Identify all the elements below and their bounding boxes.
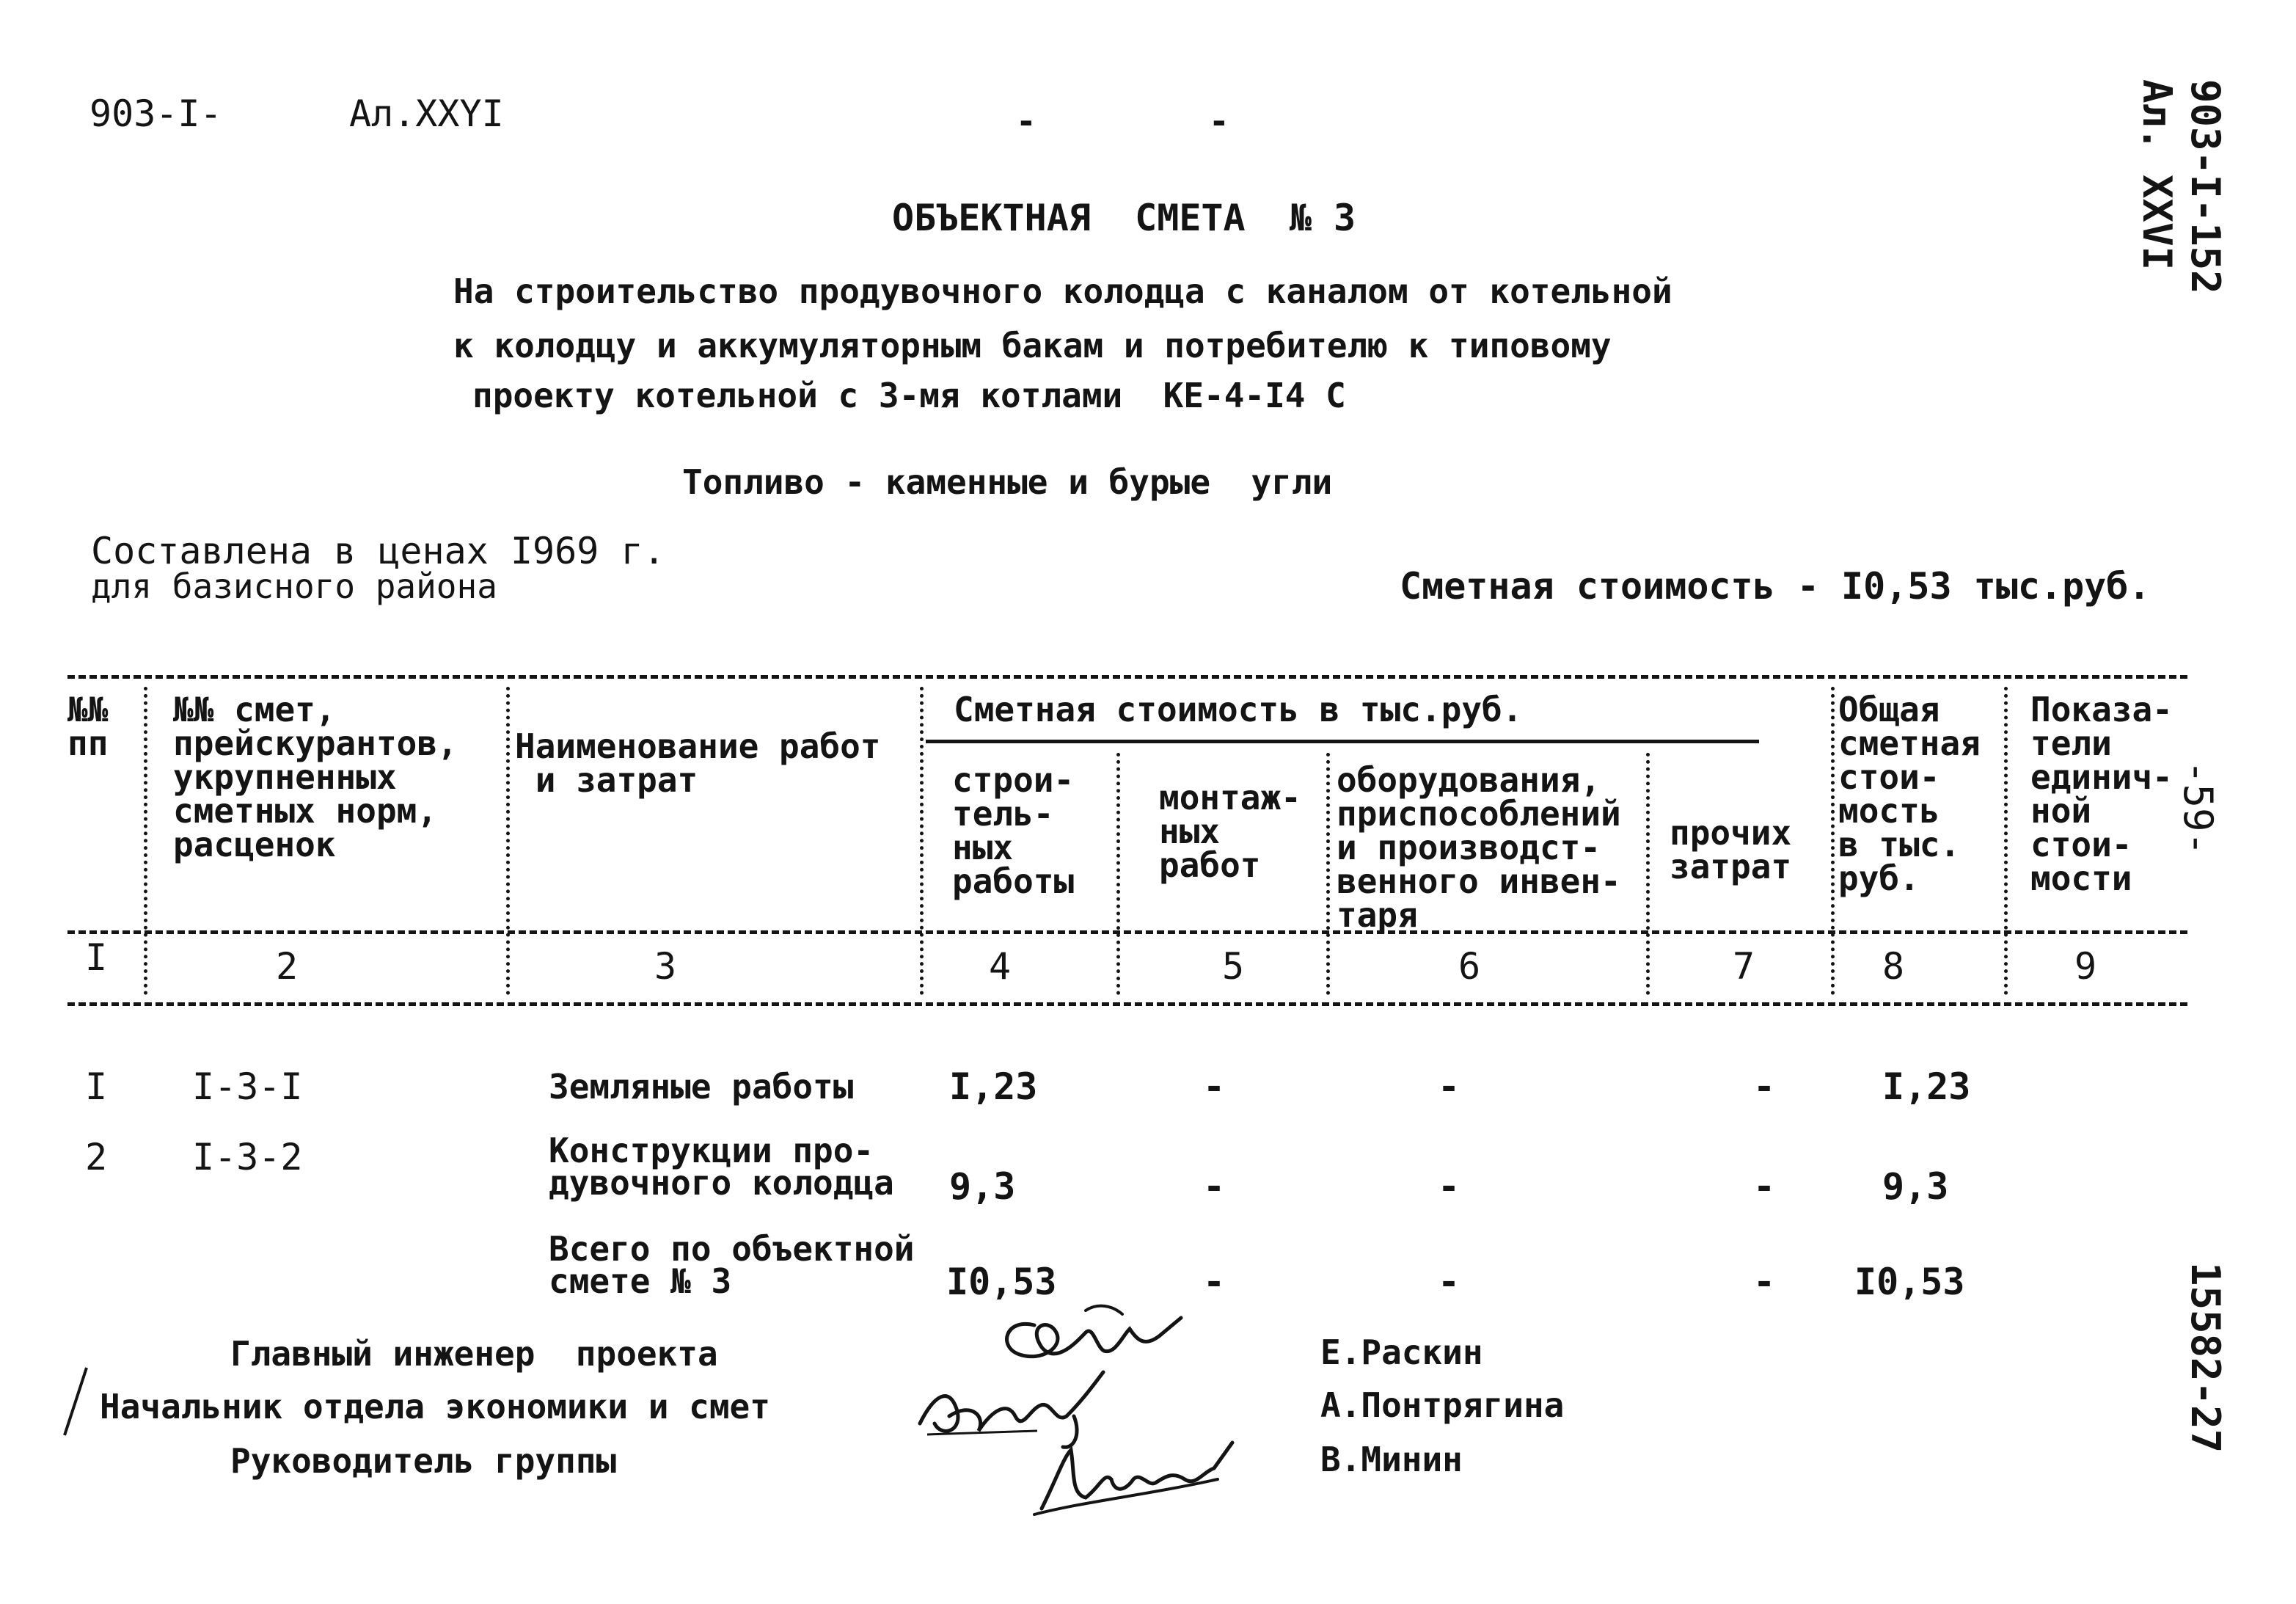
header-equipment: оборудования, приспособлений и производст- венного инвен- таря xyxy=(1337,760,1621,935)
column-separator xyxy=(1831,687,1835,995)
column-number: 2 xyxy=(276,945,299,988)
margin-stamp-album: Ал. XXVI xyxy=(2134,79,2180,271)
header-other: прочих затрат xyxy=(1670,813,1792,886)
title-line-1: На строительство продувочного колодца с каналом от котельной xyxy=(453,271,1672,311)
document-heading: ОБЪЕКТНАЯ СМЕТА № 3 xyxy=(892,197,1356,239)
doc-code: 903-I- xyxy=(89,92,222,135)
header-total: Общая сметная стои- мость в тыс. руб. xyxy=(1838,690,1981,898)
column-separator xyxy=(1326,753,1330,995)
title-line-3: проекту котельной с 3-мя котлами КЕ-4-I4 С xyxy=(472,376,1346,415)
table-cell-total: I,23 xyxy=(1882,1065,1971,1108)
margin-stamp-code: 903-I-152 xyxy=(2182,79,2229,294)
group-header-rule xyxy=(926,740,1759,743)
handwritten-signature-3 xyxy=(1020,1428,1254,1523)
prices-note-line-2: для базисного района xyxy=(91,566,497,606)
table-top-rule xyxy=(67,675,2187,679)
column-number: 6 xyxy=(1458,945,1481,988)
margin-slash-mark xyxy=(57,1362,94,1443)
title-line-2: к колодцу и аккумуляторным бакам и потребителю к типовому xyxy=(453,326,1612,365)
table-cell-total: 9,3 xyxy=(1882,1165,1949,1208)
table-row-number: I xyxy=(85,1065,108,1108)
column-separator xyxy=(506,687,510,995)
column-number: 3 xyxy=(654,945,677,988)
table-cell-equipment: - xyxy=(1438,1065,1460,1108)
column-number: 8 xyxy=(1882,945,1905,988)
header-estimate-refs: №№ смет, прейскурантов, укрупненных сметных норм, расценок xyxy=(173,690,458,864)
header-work-name: Наименование работ и затрат xyxy=(515,726,881,800)
estimate-cost: Сметная стоимость - I0,53 тыс.руб. xyxy=(1400,565,2151,608)
header-dash-2: - xyxy=(1209,101,1229,141)
table-row-name: Земляные работы xyxy=(549,1067,854,1107)
signer-name-1: Е.Раскин xyxy=(1320,1333,1483,1372)
header-installation: монтаж- ных работ xyxy=(1159,778,1301,885)
album-number: Ал.XXYI xyxy=(349,92,504,135)
numbering-bottom-rule xyxy=(67,1002,2187,1006)
column-separator xyxy=(144,687,147,995)
column-separator xyxy=(1116,753,1120,995)
table-cell-equipment: - xyxy=(1438,1165,1460,1208)
table-cell-installation: - xyxy=(1203,1065,1226,1108)
table-row-ref: I-3-2 xyxy=(192,1136,303,1178)
table-row-name: Конструкции про- дувочного колодца xyxy=(549,1131,894,1203)
table-cell-other: - xyxy=(1753,1165,1776,1208)
page-number: -59- xyxy=(2175,760,2221,856)
fuel-type: Топливо - каменные и бурые угли xyxy=(682,462,1333,502)
header-row-number: №№ пп xyxy=(67,690,109,763)
signer-name-2: А.Понтрягина xyxy=(1320,1385,1565,1425)
total-cell-construction: I0,53 xyxy=(946,1261,1057,1303)
column-separator xyxy=(920,687,924,995)
header-construction: строи- тель- ных работы xyxy=(952,760,1075,901)
table-cell-construction: I,23 xyxy=(949,1065,1038,1108)
header-unit-indicators: Показа- тели единич- ной стои- мости xyxy=(2030,690,2173,898)
table-cell-installation: - xyxy=(1203,1165,1226,1208)
signer-role-department-head: Начальник отдела экономики и смет xyxy=(100,1387,770,1426)
table-cell-other: - xyxy=(1753,1065,1776,1108)
total-cell-equipment: - xyxy=(1438,1261,1460,1303)
total-cell-installation: - xyxy=(1203,1261,1226,1303)
header-cost-group: Сметная стоимость в тыс.руб. xyxy=(954,690,1523,729)
column-separator xyxy=(2004,687,2008,995)
column-number: 9 xyxy=(2074,945,2097,988)
total-cell-total: I0,53 xyxy=(1854,1261,1965,1303)
table-row-ref: I-3-I xyxy=(192,1065,303,1108)
header-bottom-rule xyxy=(67,930,2187,934)
signer-name-3: В.Минин xyxy=(1320,1440,1463,1479)
table-cell-construction: 9,3 xyxy=(949,1165,1016,1208)
signer-role-group-leader: Руководитель группы xyxy=(230,1441,617,1481)
column-number: 4 xyxy=(989,945,1012,988)
total-cell-other: - xyxy=(1753,1261,1776,1303)
column-number: 7 xyxy=(1733,945,1755,988)
column-number: I xyxy=(85,936,108,979)
prices-note-line-1: Составлена в ценах I969 г. xyxy=(91,530,665,572)
column-separator xyxy=(1646,753,1650,995)
table-row-number: 2 xyxy=(85,1136,108,1178)
header-dash-1: - xyxy=(1016,101,1037,141)
archive-number: 15582-27 xyxy=(2182,1262,2229,1454)
column-number: 5 xyxy=(1222,945,1245,988)
signer-role-chief-engineer: Главный инженер проекта xyxy=(230,1334,718,1374)
total-row-name: Всего по объектной смете № 3 xyxy=(549,1229,915,1301)
